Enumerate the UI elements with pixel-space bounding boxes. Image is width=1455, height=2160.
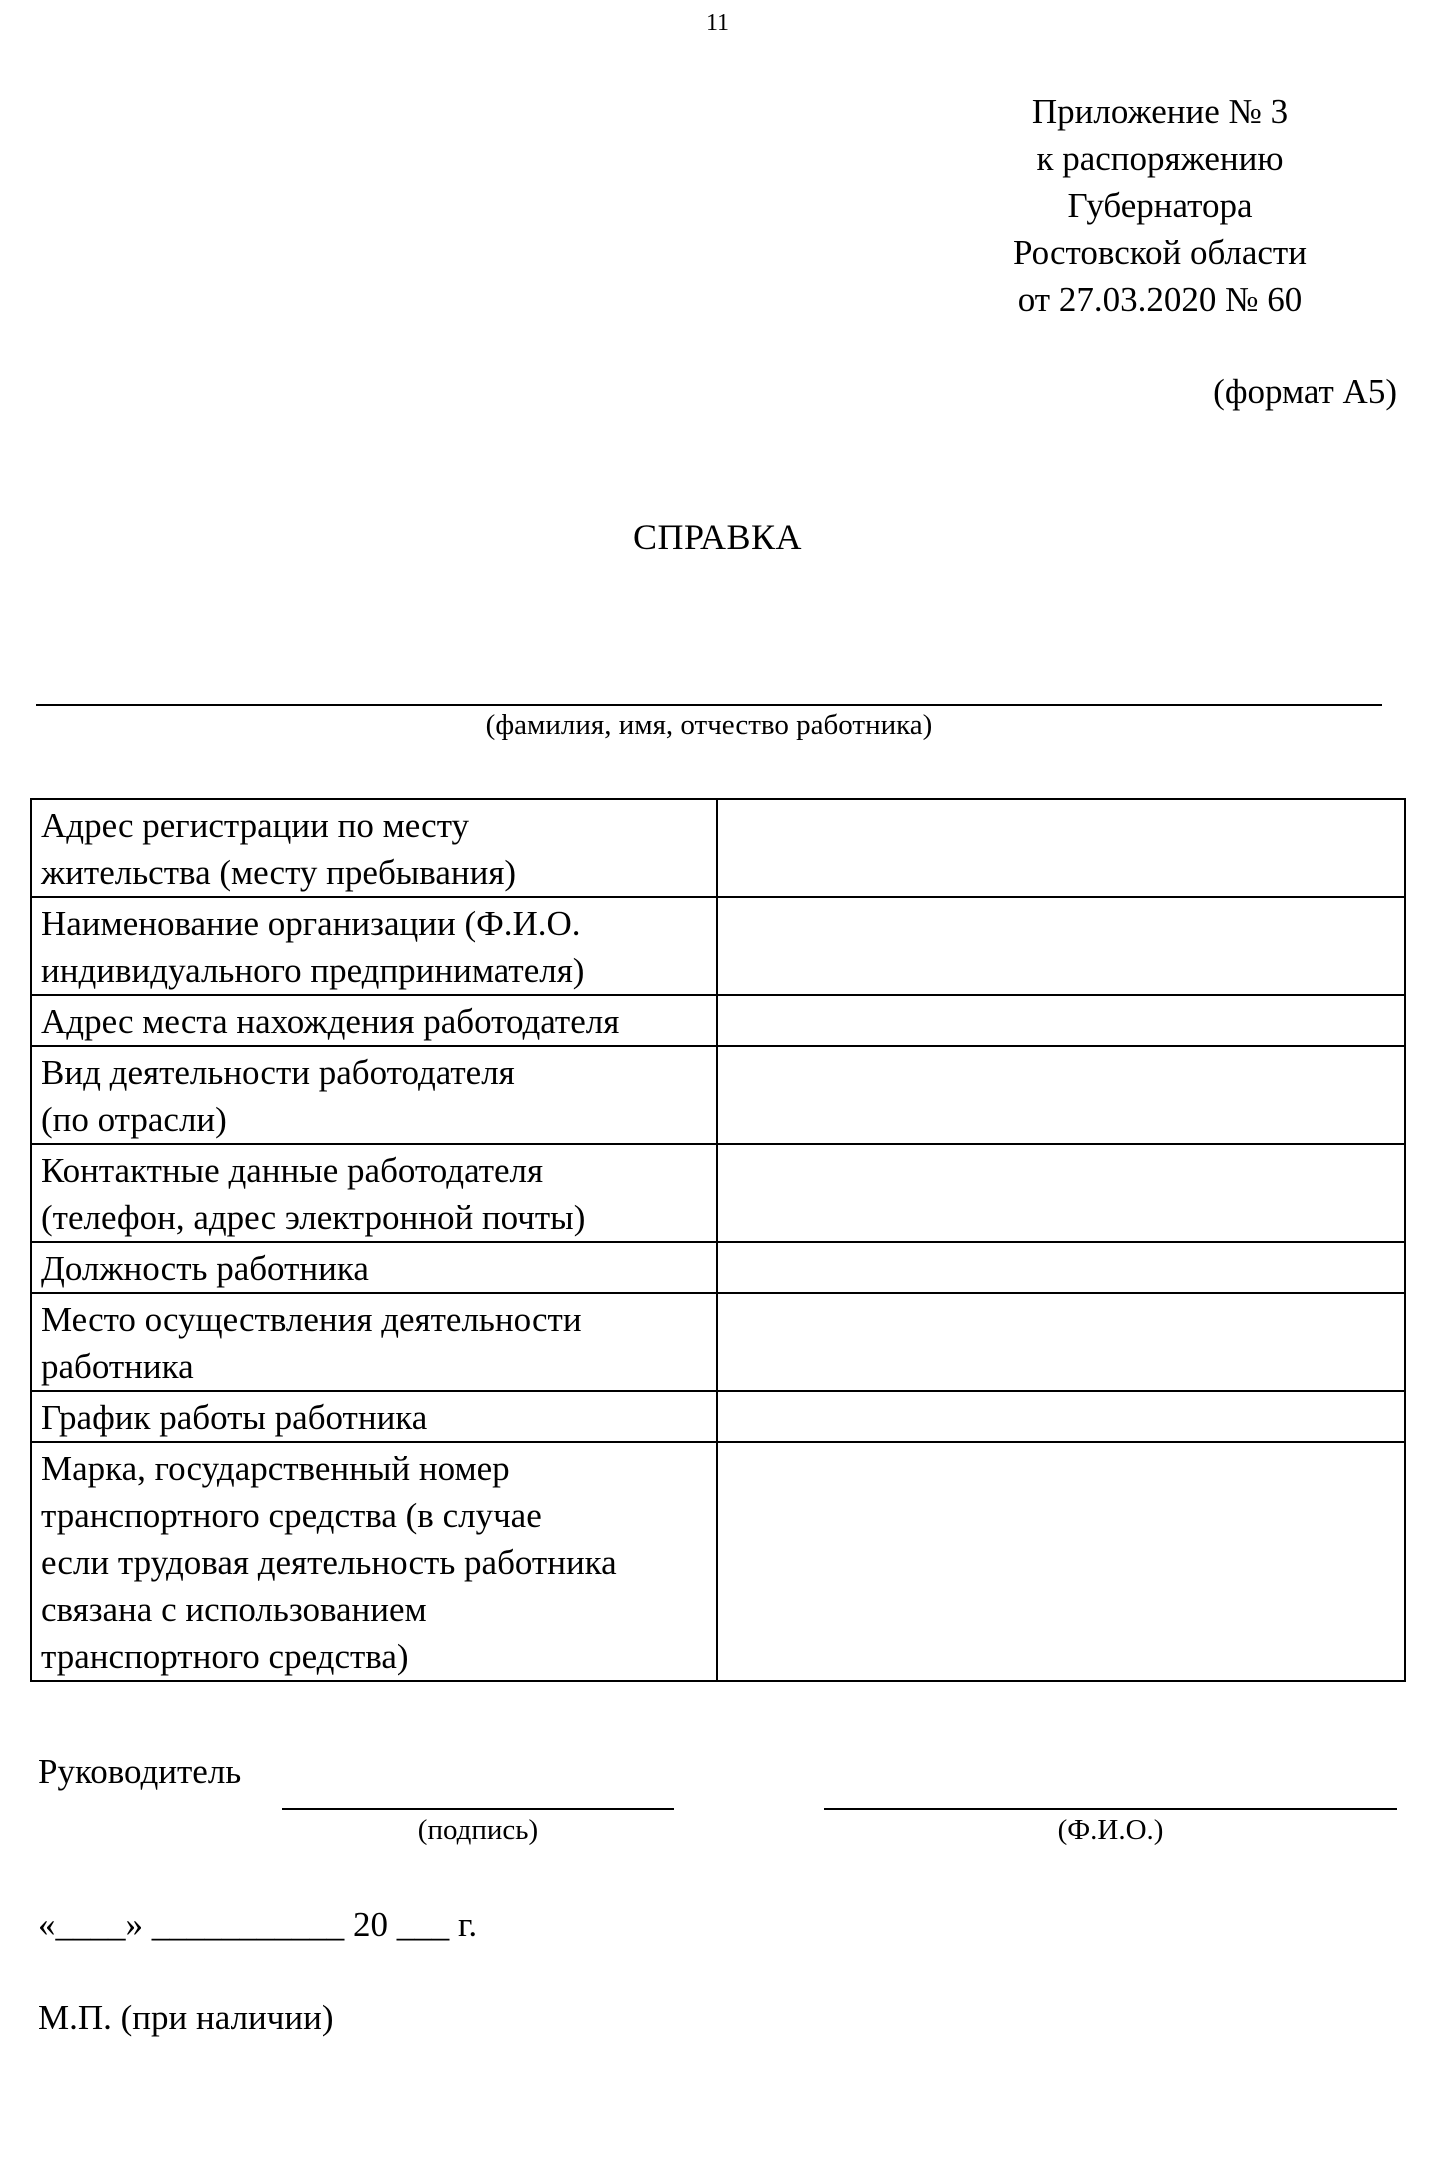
row-label-line: (телефон, адрес электронной почты) xyxy=(41,1198,586,1237)
table-row xyxy=(31,1144,1405,1242)
row-label xyxy=(31,995,717,1046)
row-label xyxy=(31,1242,717,1293)
row-label xyxy=(31,1046,717,1144)
employee-name-field[interactable] xyxy=(36,704,1382,706)
row-label xyxy=(31,1391,717,1442)
row-label-line: работника xyxy=(41,1347,194,1386)
row-label-line: Адрес регистрации по месту xyxy=(41,806,470,845)
row-label-line: связана с использованием xyxy=(41,1590,427,1629)
employee-name-caption: (фамилия, имя, отчество работника) xyxy=(485,709,933,741)
signature-field[interactable] xyxy=(282,1808,674,1810)
info-table xyxy=(30,798,1406,1682)
page-number: 11 xyxy=(705,10,730,36)
table-row xyxy=(31,1442,1405,1681)
signature-caption: (подпись) xyxy=(417,1814,539,1846)
row-label-line: График работы работника xyxy=(41,1398,428,1437)
row-value-field[interactable] xyxy=(717,995,1405,1046)
row-label-line: Должность работника xyxy=(41,1249,369,1288)
table-row xyxy=(31,799,1405,897)
table-row xyxy=(31,995,1405,1046)
fio-caption: (Ф.И.О.) xyxy=(1057,1814,1164,1846)
row-label-line: транспортного средства (в случае xyxy=(41,1496,542,1535)
stamp-note: М.П. (при наличии) xyxy=(38,1998,334,2037)
date-line[interactable]: «____» ___________ 20 ___ г. xyxy=(38,1905,478,1944)
row-label-line: Место осуществления деятельности xyxy=(41,1300,582,1339)
appendix-line: Приложение № 3 xyxy=(1031,92,1289,131)
row-value-field[interactable] xyxy=(717,1046,1405,1144)
row-label-line: жительства (месту пребывания) xyxy=(41,853,517,892)
head-label: Руководитель xyxy=(38,1752,242,1791)
row-label-line: Марка, государственный номер xyxy=(41,1449,510,1488)
row-label-line: Вид деятельности работодателя xyxy=(41,1053,515,1092)
row-value-field[interactable] xyxy=(717,1242,1405,1293)
table-row xyxy=(31,1391,1405,1442)
row-label-line: транспортного средства) xyxy=(41,1637,409,1676)
appendix-line: от 27.03.2020 № 60 xyxy=(1017,280,1303,319)
table-row xyxy=(31,1242,1405,1293)
row-label-line: Контактные данные работодателя xyxy=(41,1151,544,1190)
appendix-line: Ростовской области xyxy=(1013,233,1307,272)
appendix-reference xyxy=(960,88,1360,323)
row-label-line: индивидуального предпринимателя) xyxy=(41,951,585,990)
appendix-line: Губернатора xyxy=(1067,186,1253,225)
row-label xyxy=(31,1442,717,1681)
appendix-line: к распоряжению xyxy=(1036,139,1284,178)
table-row xyxy=(31,1293,1405,1391)
table-row xyxy=(31,897,1405,995)
head-fio-field[interactable] xyxy=(824,1808,1397,1810)
document-title: СПРАВКА xyxy=(633,517,802,557)
row-label xyxy=(31,897,717,995)
row-value-field[interactable] xyxy=(717,897,1405,995)
table-row xyxy=(31,1046,1405,1144)
row-value-field[interactable] xyxy=(717,1144,1405,1242)
row-value-field[interactable] xyxy=(717,1293,1405,1391)
row-value-field[interactable] xyxy=(717,1391,1405,1442)
row-label-line: Наименование организации (Ф.И.О. xyxy=(41,904,581,943)
row-label xyxy=(31,1144,717,1242)
row-value-field[interactable] xyxy=(717,1442,1405,1681)
row-value-field[interactable] xyxy=(717,799,1405,897)
row-label-line: Адрес места нахождения работодателя xyxy=(41,1002,620,1041)
format-note: (формат А5) xyxy=(1213,372,1397,411)
row-label-line: если трудовая деятельность работника xyxy=(41,1543,617,1582)
row-label xyxy=(31,1293,717,1391)
row-label-line: (по отрасли) xyxy=(41,1100,227,1139)
row-label xyxy=(31,799,717,897)
